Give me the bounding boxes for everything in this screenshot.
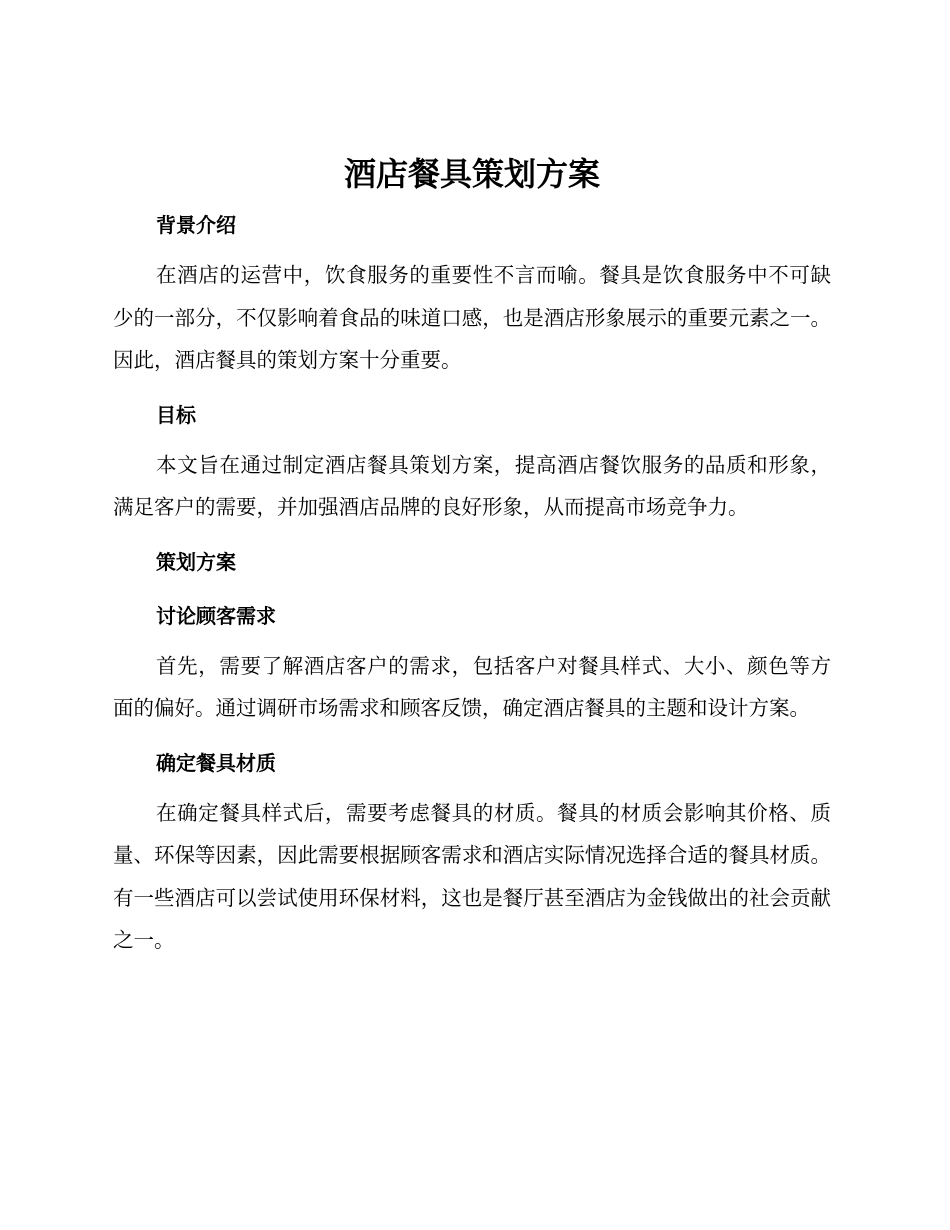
spacer <box>113 730 831 748</box>
document-page <box>113 148 831 962</box>
paragraph-goal: 本文旨在通过制定酒店餐具策划方案，提高酒店餐饮服务的品质和形象，满足客户的需要，并加强酒店品牌的良好形象，从而提高市场竞争力。 <box>113 452 831 519</box>
paragraph-customer-needs: 首先，需要了解酒店客户的需求，包括客户对餐具样式、大小、颜色等方面的偏好。通过调研市场需求和顾客反馈，确定酒店餐具的主题和设计方案。 <box>113 653 831 720</box>
spacer <box>113 577 831 601</box>
spacer <box>113 382 831 400</box>
spacer <box>113 631 831 645</box>
paragraph-material: 在确定餐具样式后，需要考虑餐具的材质。餐具的材质会影响其价格、质量、环保等因素，因此需要根据顾客需求和酒店实际情况选择合适的餐具材质。有一些酒店可以尝试使用环保材料，这也是餐厅甚至酒店为金钱做出的社会贡献之一。 <box>113 800 831 952</box>
section-heading-goal: 目标 <box>156 402 196 427</box>
spacer <box>113 200 831 210</box>
section-heading-plan: 策划方案 <box>156 549 236 574</box>
spacer <box>113 529 831 547</box>
document-title: 酒店餐具策划方案 <box>343 155 600 193</box>
spacer <box>113 778 831 792</box>
section-heading-customer-needs: 讨论顾客需求 <box>156 603 276 628</box>
spacer <box>113 430 831 444</box>
section-heading-background: 背景介绍 <box>156 213 236 237</box>
spacer <box>113 240 831 254</box>
paragraph-background: 在酒店的运营中，饮食服务的重要性不言而喻。餐具是饮食服务中不可缺少的一部分，不仅影响着食品的味道口感，也是酒店形象展示的重要元素之一。因此，酒店餐具的策划方案十分重要。 <box>113 263 831 372</box>
section-heading-material: 确定餐具材质 <box>156 750 276 775</box>
